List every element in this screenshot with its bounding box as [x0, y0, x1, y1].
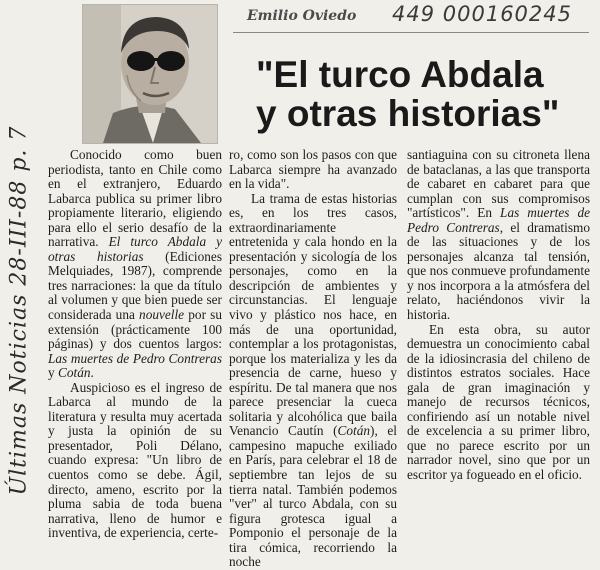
margin-note-text: Últimas Noticias 28-III-88 p. 7 [6, 125, 32, 495]
text-run: La trama de estas historias es, en los tres casos, extraordinariamente entretenida y cala hondo en la presentación y sicología de los personajes, como en la descripción de ambientes y circunstancias. El lenguaje vivo y plástico nos hace, en más de una oportunidad, contemplar a los protagonistas, porque los materializa y les da presencia de carne, hueso y espíritu. De tal manera que nos parece presenciar la cueca solitaria y alcohólica que baila Venancio Cautín ( [229, 190, 397, 439]
text-run: , el dramatismo de las situaciones y de los personajes alcanza tal tensión, que nos conmueve profundamente y nos incorpora a la atmósfera del relato, haciéndonos vivir la historia. [407, 219, 590, 323]
article-headline [256, 55, 596, 133]
book-title: El turco Abdala y otras historias [48, 234, 222, 264]
text-run: ), el campesino mapuche exiliado en París, para celebrar el 18 de septiembre tan lejos de su tierra natal. También podemos "ver" al turco Abdala, con su figura grotesca igual a Pomponio el personaje de la tira cómica, recorriendo la noche [229, 423, 397, 570]
paragraph [48, 148, 222, 381]
text-run: Conocido como buen periodista, tanto en Chile como en el extranjero, Eduardo Labarca publica su primer libro propiamente literario, eligiendo para ello el serio desafío de la narrativa. [48, 147, 222, 250]
paragraph [229, 192, 397, 570]
author-photo [82, 4, 218, 144]
header-rule [233, 32, 589, 33]
text-run: (Ediciones Melquiades, 1987), comprende tres narraciones: la que da título al volumen y que bien puede ser considerada una [48, 248, 222, 323]
story-title: Cotán [337, 423, 371, 439]
handwritten-margin-note [2, 60, 36, 560]
italic-term: nouvelle [139, 307, 185, 323]
story-title: Cotán [57, 365, 91, 381]
text-run: santiaguina con su citroneta llena de bataclanas, a las que transporta de cabaret en cabaret para que cumplan con sus compromisos "artísticos". En [407, 147, 590, 221]
author-byline: Emilio Oviedo [247, 8, 357, 24]
text-run: por su extensión (prácticamente 100 páginas) y dos cuentos largos: [48, 307, 222, 352]
archive-stamp: 449 000160245 [392, 2, 573, 26]
paragraph: En esta obra, su autor demuestra un conocimiento cabal de la idiosincrasia del chileno de distintos estratos sociales. Hace gala de gran imaginación y manejo de recursos técnicos, confiriendo así un notable nivel de excelencia a su primer libro, que no parece escrito por un narrador novel, sino que por un escritor ya fogueado en el oficio. [407, 321, 590, 483]
story-title: Las muertes de Pedro Contreras [407, 205, 590, 235]
paragraph-continuation: ro, como son los pasos con que Labarca siempre ha avanzado en la vida". [229, 147, 397, 192]
text-run: y [48, 365, 58, 381]
article-column-1 [48, 148, 222, 541]
headline-line-1: "El turco Abdala [256, 54, 544, 95]
article-column-3 [407, 148, 590, 483]
headline-line-2: y otras historias" [256, 93, 560, 134]
paragraph: Auspicioso es el ingreso de Labarca al mundo de la literatura y resulta muy acertada y justa la opinión de su presentador, Poli Délano, cuando expresa: "Un libro de cuentos como se debe. Ágil, directo, ameno, escrito por la pluma sabia de toda buena narrativa, lleno de humor e inventiva, de experiencia, certe- [48, 379, 222, 541]
article-column-2 [229, 148, 397, 570]
story-title: Las muertes de Pedro Contreras [48, 350, 222, 366]
text-run: . [90, 365, 94, 381]
paragraph-continuation [407, 148, 590, 323]
portrait-image [83, 5, 217, 143]
